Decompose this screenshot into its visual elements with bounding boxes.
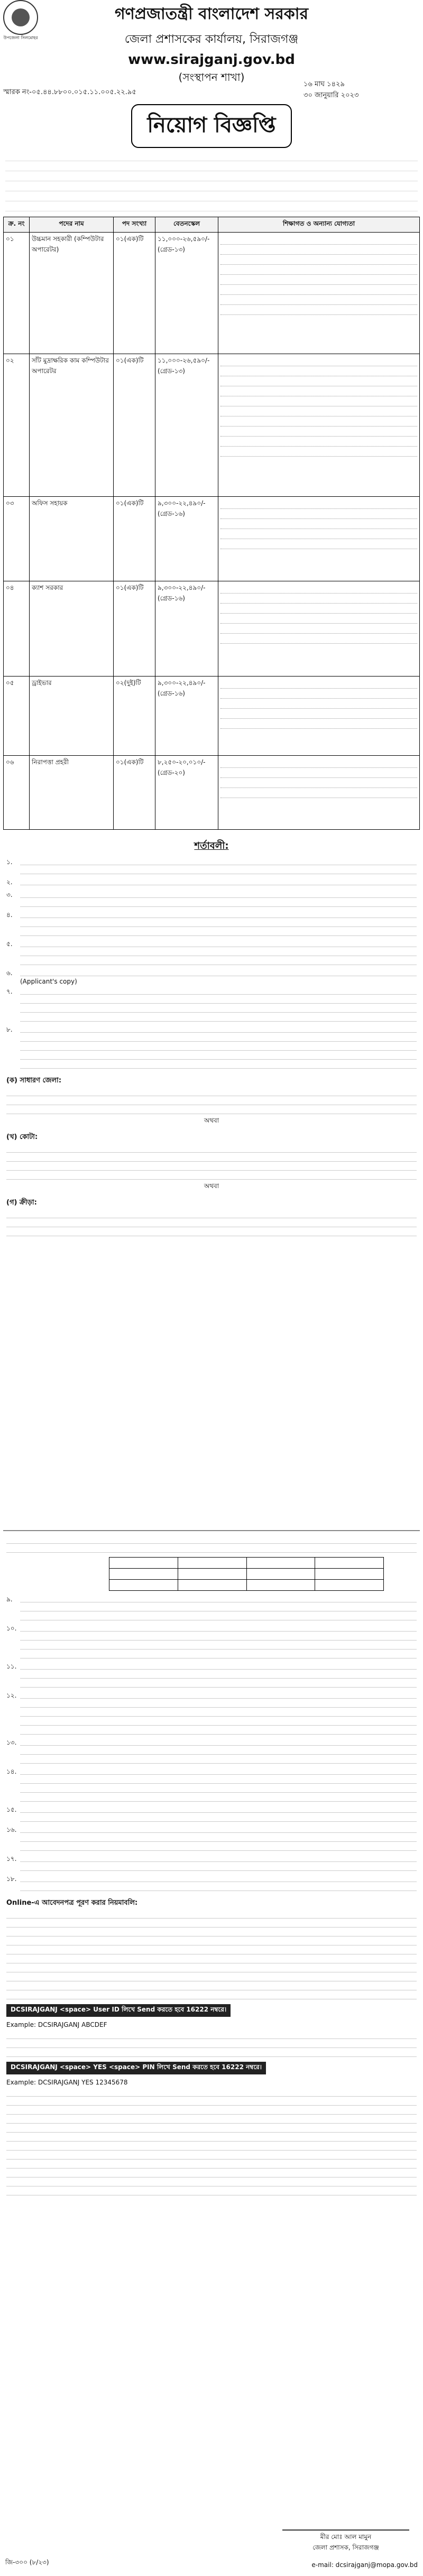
notice-date: [304, 79, 420, 101]
district-section-title: (ক) সাধারণ জেলা:: [6, 1077, 62, 1085]
list-item: ১.: [6, 858, 417, 876]
list-item: ১৫.: [6, 1805, 417, 1823]
row-qualification: [218, 756, 420, 830]
handwritten-signature: [282, 2508, 409, 2531]
table-row: [109, 1569, 384, 1580]
table-row: [109, 1580, 384, 1591]
row-qualification: [218, 354, 420, 497]
table-row: [4, 233, 420, 354]
list-item: ১০.: [6, 1624, 417, 1660]
col-qualification: শিক্ষাগত ও অন্যান্য যোগ্যতা: [218, 217, 420, 233]
row-scale: ১১,০০০-২৬,৫৯০/- (গ্রেড-১৩): [155, 354, 218, 497]
online-rules: [3, 1911, 420, 2195]
col-serial: ক্র. নং: [4, 217, 30, 233]
row-post-name: ক্যাশ সরকার: [30, 581, 114, 677]
row-post-name: ড্রাইভার: [30, 677, 114, 756]
form-code: জি-৩০০ (৮/২৩): [5, 2559, 49, 2566]
signer-role: জেলা প্রশাসক, সিরাজগঞ্জ: [312, 2544, 379, 2551]
sms-example-two: Example: DCSIRAJGANJ YES 12345678: [6, 2079, 128, 2086]
list-item: ১৬.: [6, 1826, 417, 1852]
list-item: ৫.: [6, 940, 417, 967]
row-serial: ০৪: [4, 581, 30, 677]
government-seal-logo: [3, 0, 38, 35]
government-title: গণপ্রজাতন্ত্রী বাংলাদেশ সরকার: [115, 5, 308, 23]
row-serial: ০৬: [4, 756, 30, 830]
sms-step-one: DCSIRAJGANJ <space> User ID লিখে Send করতে হবে 16222 নম্বরে।: [6, 2004, 231, 2017]
row-serial: ০২: [4, 354, 30, 497]
col-scale: বেতনস্কেল: [155, 217, 218, 233]
list-item: ৩.: [6, 891, 417, 909]
table-row: [4, 497, 420, 581]
intro-paragraph: [3, 152, 420, 211]
list-item: ১৭.: [6, 1855, 417, 1873]
date-bengali: ১৬ মাঘ ১৪২৯: [304, 80, 345, 88]
list-item: ২.: [6, 878, 417, 888]
logo-caption: উপজেলা সিলমোহর: [3, 35, 38, 40]
row-count: ০২(দুই)টি: [114, 677, 155, 756]
vacancy-table: [3, 217, 420, 830]
recruitment-banner: নিয়োগ বিজ্ঞপ্তি: [131, 104, 292, 148]
date-english: ৩০ জানুয়ারি ২০২৩: [304, 91, 359, 99]
online-rules-title: Online-এ আবেদনপত্র পূরণ করার নিয়মাবলি:: [6, 1899, 138, 1907]
row-scale: ১১,০০০-২৬,৫৯০/- (গ্রেড-১৩): [155, 233, 218, 354]
page-one: [3, 0, 420, 1522]
row-scale: ৮,২৫০-২০,০১০/- (গ্রেড-২০): [155, 756, 218, 830]
quota-section: [3, 1145, 420, 1180]
row-qualification: [218, 581, 420, 677]
reference-number: স্মারক নং-০৫.৪৪.৮৮০০.০১৫.১১.০০৫.২২.৯৫: [3, 88, 136, 96]
list-item: ১৮.: [6, 1875, 417, 1893]
row-serial: ০৩: [4, 497, 30, 581]
conditions-title: শর্তাবলী:: [194, 840, 229, 851]
row-qualification: [218, 677, 420, 756]
office-subtitle: জেলা প্রশাসকের কার্যালয়, সিরাজগঞ্জ: [124, 33, 299, 46]
row-scale: ৯,৩০০-২২,৪৯০/- (গ্রেড-১৬): [155, 497, 218, 581]
branch-name: (সংস্থাপন শাখা): [178, 71, 245, 84]
list-item: ১৪.: [6, 1767, 417, 1803]
table-row: [109, 1558, 384, 1569]
row-qualification: [218, 497, 420, 581]
row-count: ০১(এক)টি: [114, 581, 155, 677]
table-header-row: [4, 217, 420, 233]
quota-table: [109, 1557, 384, 1591]
row-scale: ৯,৩০০-২২,৪৯০/- (গ্রেড-১৬): [155, 677, 218, 756]
list-item: ৪.: [6, 911, 417, 938]
row-serial: ০৫: [4, 677, 30, 756]
row-count: ০১(এক)টি: [114, 756, 155, 830]
contact-email[interactable]: e-mail: dcsirajganj@mopa.gov.bd: [311, 2561, 418, 2569]
list-item: ৮.: [6, 1025, 417, 1070]
col-count: পদ সংখ্যা: [114, 217, 155, 233]
sms-step-two: DCSIRAJGANJ <space> YES <space> PIN লিখে Send করতে হবে 16222 নম্বরে।: [6, 2062, 266, 2074]
list-item: ৬. (Applicant's copy): [6, 969, 417, 985]
table-row: [4, 677, 420, 756]
table-row: [4, 354, 420, 497]
list-item: ৯.: [6, 1595, 417, 1622]
row-post-name: সাঁট মুদ্রাক্ষরিক কাম কম্পিউটার অপারেটর: [30, 354, 114, 497]
document-header: [3, 0, 420, 98]
district-section: [3, 1089, 420, 1114]
row-serial: ০১: [4, 233, 30, 354]
page-two: [3, 1530, 420, 2575]
table-row: [4, 581, 420, 677]
seal-inner-icon: [12, 8, 30, 26]
list-item: ৭.: [6, 987, 417, 1023]
row-count: ০১(এক)টি: [114, 354, 155, 497]
conditions-list: [3, 858, 420, 1070]
list-item: ১১.: [6, 1662, 417, 1689]
sports-section: [3, 1211, 420, 1236]
row-qualification: [218, 233, 420, 354]
row-count: ০১(এক)টি: [114, 233, 155, 354]
sms-example-one: Example: DCSIRAJGANJ ABCDEF: [6, 2021, 107, 2028]
or-text: অথবা: [204, 1182, 219, 1190]
row-post-name: অফিস সহায়ক: [30, 497, 114, 581]
row-scale: ৯,৩০০-২২,৪৯০/- (গ্রেড-১৬): [155, 581, 218, 677]
list-item: ১২.: [6, 1691, 417, 1736]
table-row: [4, 756, 420, 830]
applicant-copy-label: (Applicant's copy): [20, 978, 77, 985]
row-post-name: নিরাপত্তা প্রহরী: [30, 756, 114, 830]
list-item: ১৩.: [6, 1738, 417, 1765]
sports-section-title: (গ) ক্রীড়া:: [6, 1199, 37, 1207]
signer-name: মীর মোঃ আল মামুন: [320, 2533, 372, 2541]
website-url[interactable]: www.sirajganj.gov.bd: [128, 52, 295, 68]
continued-conditions: [3, 1531, 420, 1553]
signature-block: [282, 2508, 409, 2554]
row-count: ০১(এক)টি: [114, 497, 155, 581]
more-conditions: [3, 1595, 420, 1893]
or-text: অথবা: [204, 1117, 219, 1124]
col-post-name: পদের নাম: [30, 217, 114, 233]
row-post-name: উচ্চমান সহকারী (কম্পিউটার অপারেটর): [30, 233, 114, 354]
quota-section-title: (খ) কোটা:: [6, 1133, 38, 1141]
